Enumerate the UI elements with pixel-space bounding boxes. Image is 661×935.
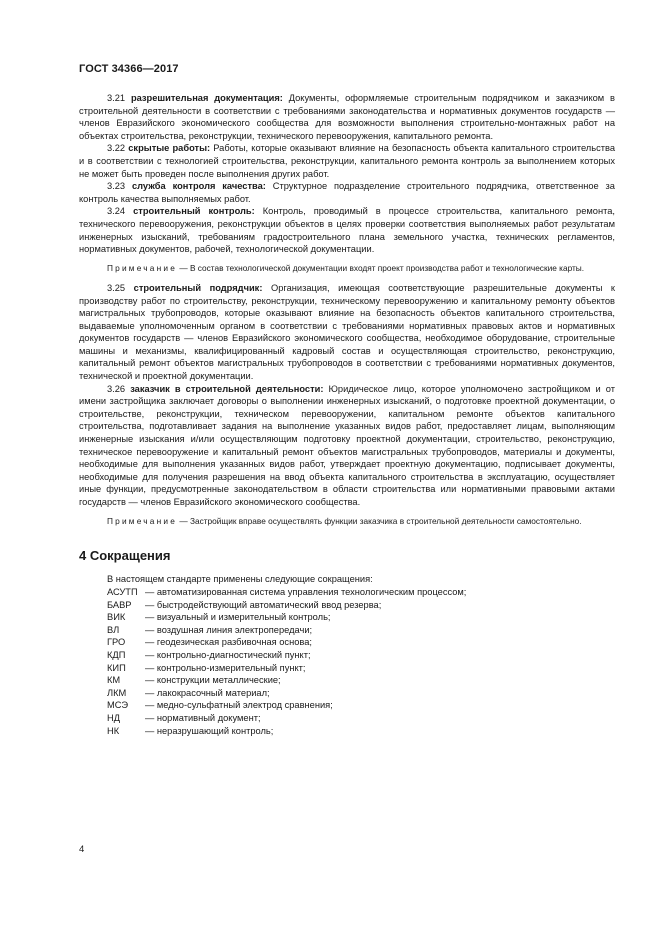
abbreviation-code: ЛКМ	[107, 687, 127, 698]
abbreviation-code: ВЛ	[107, 624, 120, 635]
abbreviation-code: БАВР	[107, 599, 132, 610]
definition-3-24	[79, 205, 615, 255]
abbreviation-item	[107, 586, 615, 599]
abbreviation-item	[107, 725, 615, 738]
definition-number: 3.23	[107, 181, 126, 192]
note-text: — В состав технологической документации входят проект производства работ и технологические карты.	[179, 262, 585, 273]
definition-3-23	[79, 180, 615, 205]
abbreviation-text: — контрольно-измерительный пункт;	[145, 662, 306, 673]
note-label: Примечание	[107, 515, 178, 526]
definition-number: 3.22	[107, 143, 126, 154]
abbreviation-text: — медно-сульфатный электрод сравнения;	[145, 700, 333, 711]
abbreviation-item	[107, 624, 615, 637]
definition-text: Работы, которые оказывают влияние на безопасность объекта капитального строительства и в соответствии с технологией строительства, реконструкции, капитального ремонта контроль за выполнением которых не может быть проведен после выполнения других работ.	[79, 143, 615, 179]
abbreviation-item	[107, 699, 615, 712]
definition-text: Юридическое лицо, которое уполномочено застройщиком и от имени застройщика заключает договоры о выполнении инженерных изысканий, о подготовке проектной документации, о строительстве, реконструкции, техническом перевооружении, капитальном ремонте объектов капитального строительства, подготавливает задания на выполнение указанных видов работ, предоставляет лицам, выполняющим инженерные изыскания и/или осуществляющим подготовку проектной документации, строительство, реконструкцию, техническое перевооружение и капитальный ремонт объектов магистральных трубопроводов, материалы и документы, необходимые для выполнения указанных видов работ, утверждает проектную документацию, подписывает документы, необходимые для получения разрешения на ввод объекта капитального строительства в эксплуатацию, осуществляет иные функции, предусмотренные законодательством в области строительства или нормативными правовыми актами государств — членов Евразийского экономического сообщества.	[79, 383, 615, 508]
definition-3-25	[79, 282, 615, 383]
abbreviation-code: НК	[107, 725, 120, 736]
abbreviation-item	[107, 599, 615, 612]
abbreviation-text: — быстродействующий автоматический ввод резерва;	[145, 599, 382, 610]
section-title: 4 Сокращения	[79, 547, 171, 563]
definition-number: 3.21	[107, 93, 126, 103]
abbreviation-text: — нормативный документ;	[145, 712, 261, 723]
abbreviation-text: — конструкции металлические;	[145, 675, 281, 686]
definition-number: 3.25	[107, 282, 126, 293]
abbreviation-text: — неразрушающий контроль;	[145, 725, 274, 736]
definition-text: Документы, оформляемые строительным подрядчиком и заказчиком в строительной деятельности в соответствии с требованиями законодательства и нормативных документов государств — членов Евразийского экономического сообщества для возможности выполнения строительно-монтажных работ на объектах строительства, реконструкции, технического перевооружения, капитального ремонта.	[79, 93, 615, 141]
definition-3-22	[79, 142, 615, 180]
definition-text: Организация, имеющая соответствующие разрешительные документы к производству работ по строительству, реконструкции, техническому перевооружению и капитальному ремонту объектов магистральных трубопроводов, которые оказывают влияние на безопасность объектов капитального строительства, выдаваемые уполномоченным органом в соответствии с требованиями нормативных правовых актов и нормативных документов государств — членов Евразийского экономического сообщества, необходимое оборудование, строительные машины и механизмы, квалифицированный кадровый состав и осуществляющая строительство, реконструкцию, капитальный ремонт объектов магистральных трубопроводов в соответствии с требованиями нормативных документов, технической и проектной документации.	[79, 282, 615, 382]
abbreviation-code: КИП	[107, 662, 126, 673]
definition-text: Структурное подразделение строительного подрядчика, ответственное за контроль качества выполняемых работ.	[79, 181, 615, 204]
note-3-24	[79, 263, 615, 274]
abbreviation-text: — лакокрасочный материал;	[145, 687, 270, 698]
abbreviation-item	[107, 662, 615, 675]
definition-term: заказчик в строительной деятельности:	[130, 383, 324, 394]
page-content	[79, 92, 615, 737]
definition-term: строительный подрядчик:	[133, 282, 263, 293]
abbreviation-item	[107, 649, 615, 662]
note-3-26	[79, 516, 615, 527]
definition-term: служба контроля качества:	[131, 181, 266, 192]
abbreviation-code: АСУТП	[107, 587, 138, 597]
abbreviation-code: КДП	[107, 649, 126, 660]
abbreviation-item	[107, 712, 615, 725]
definition-number: 3.24	[107, 206, 126, 217]
definition-number: 3.26	[107, 383, 126, 394]
definition-term: строительный контроль:	[133, 206, 255, 217]
abbreviation-text: — геодезическая разбивочная основа;	[145, 637, 312, 648]
section-intro: В настоящем стандарте применены следующие сокращения:	[107, 574, 373, 585]
abbreviations-list	[79, 586, 615, 737]
definition-3-26	[79, 383, 615, 509]
abbreviation-text: — воздушная линия электропередачи;	[145, 624, 313, 635]
abbreviation-text: — автоматизированная система управления технологическим процессом;	[145, 587, 467, 597]
abbreviation-text: — визуальный и измерительный контроль;	[145, 612, 331, 623]
abbreviation-text: — контрольно-диагностический пункт;	[145, 649, 311, 660]
abbreviation-item	[107, 687, 615, 700]
abbreviation-item	[107, 611, 615, 624]
note-text: — Застройщик вправе осуществлять функции заказчика в строительной деятельности самостоятельно.	[179, 515, 582, 526]
abbreviation-code: ГРО	[107, 637, 126, 648]
definition-term: скрытые работы:	[128, 143, 211, 154]
page-number: 4	[79, 844, 85, 855]
note-label: Примечание	[107, 262, 178, 273]
abbreviation-item	[107, 636, 615, 649]
abbreviation-code: КМ	[107, 675, 121, 686]
abbreviation-code: ВИК	[107, 612, 126, 623]
abbreviation-item	[107, 674, 615, 687]
abbreviation-code: МСЭ	[107, 700, 129, 711]
document-header: ГОСТ 34366—2017	[79, 63, 179, 75]
definition-term: разрешительная документация:	[130, 93, 283, 103]
definition-text: Контроль, проводимый в процессе строительства, капитального ремонта, технического перевооружения, реконструкции объектов в целях проверки соответствия выполняемых работ результатам инженерных изысканий, требованиям градостроительного плана земельного участка, технических регламентов, нормативных документов, рабочей, технологической документации.	[79, 206, 615, 255]
definition-3-21	[79, 92, 615, 142]
abbreviation-code: НД	[107, 712, 121, 723]
